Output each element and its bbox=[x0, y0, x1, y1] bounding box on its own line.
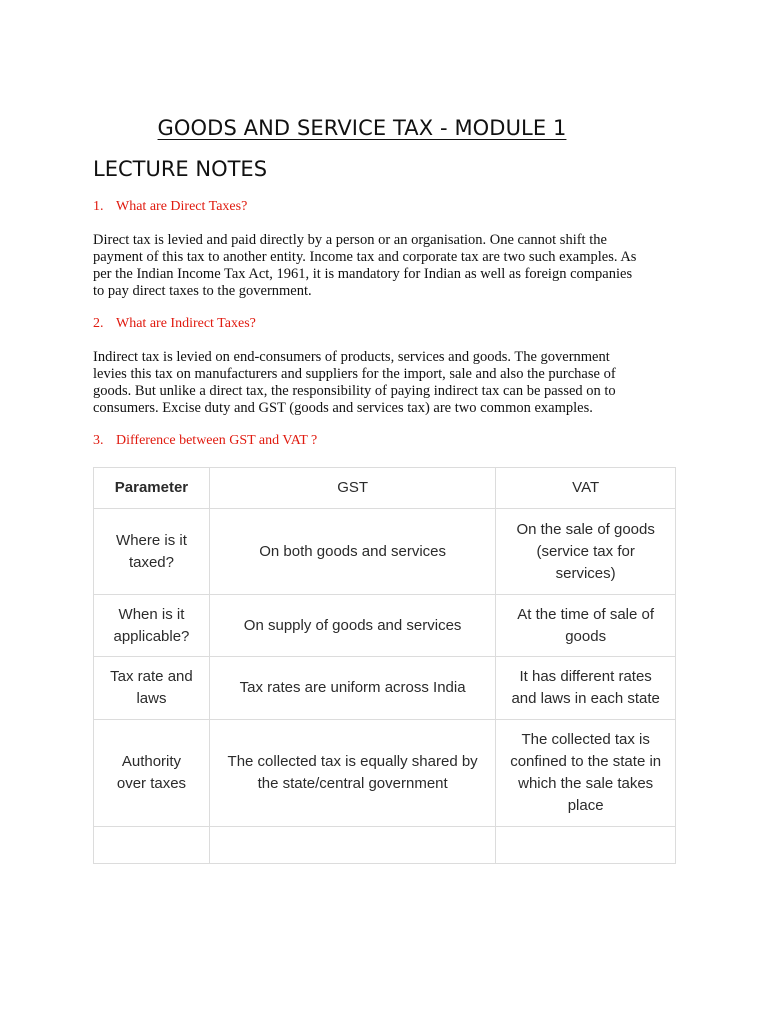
question-3-number: 3. bbox=[93, 433, 104, 448]
table-row-empty bbox=[94, 827, 676, 864]
question-1-number: 1. bbox=[93, 199, 104, 214]
table-row bbox=[94, 657, 676, 720]
table-row bbox=[94, 509, 676, 595]
cell-line: which the sale takes bbox=[518, 775, 654, 792]
cell-line: the state/central government bbox=[257, 775, 448, 792]
cell-parameter bbox=[94, 595, 210, 657]
header-gst: GST bbox=[209, 468, 495, 509]
table-header-row bbox=[94, 468, 676, 509]
answer-1-line: to pay direct taxes to the government. bbox=[93, 283, 312, 299]
question-2 bbox=[93, 316, 256, 332]
header-parameter: Parameter bbox=[94, 468, 210, 509]
table-row bbox=[94, 595, 676, 657]
cell-parameter bbox=[94, 657, 210, 720]
question-3 bbox=[93, 433, 317, 449]
cell-parameter bbox=[94, 509, 210, 595]
cell-line: On supply of goods and services bbox=[243, 616, 462, 634]
cell-line: applicable? bbox=[113, 627, 190, 645]
cell-line: goods bbox=[565, 627, 607, 645]
table-row bbox=[94, 720, 676, 827]
gst-vat-comparison-table bbox=[93, 467, 676, 864]
cell-empty bbox=[94, 827, 210, 864]
cell-line: At the time of sale of bbox=[517, 605, 655, 623]
answer-2-line: Indirect tax is levied on end-consumers of products, services and goods. The government bbox=[93, 349, 610, 365]
cell-line: Tax rates are uniform across India bbox=[239, 679, 466, 696]
answer-1-line: Direct tax is levied and paid directly by a person or an organisation. One cannot shift the bbox=[93, 232, 607, 248]
header-vat: VAT bbox=[496, 468, 676, 509]
answer-2-paragraph bbox=[93, 349, 678, 417]
cell-gst bbox=[209, 720, 495, 827]
question-1 bbox=[93, 199, 247, 215]
answer-2-line: goods. But unlike a direct tax, the responsibility of paying indirect tax can be passed on to bbox=[93, 383, 616, 399]
cell-line: When is it bbox=[118, 605, 185, 623]
cell-line: It has different rates bbox=[519, 668, 652, 685]
cell-parameter bbox=[94, 720, 210, 827]
document-title: GOODS AND SERVICE TAX - MODULE 1 bbox=[157, 116, 567, 140]
cell-empty bbox=[496, 827, 676, 864]
cell-line: Authority bbox=[121, 753, 182, 770]
cell-line: On both goods and services bbox=[259, 542, 447, 560]
cell-vat bbox=[496, 720, 676, 827]
answer-2-line: levies this tax on manufacturers and suppliers for the import, sale and also the purchase of bbox=[93, 366, 616, 382]
question-2-number: 2. bbox=[93, 316, 104, 331]
cell-line: On the sale of goods bbox=[516, 520, 655, 538]
question-2-text: What are Indirect Taxes? bbox=[116, 316, 256, 331]
cell-line: place bbox=[567, 797, 604, 814]
cell-gst bbox=[209, 657, 495, 720]
cell-line: Where is it bbox=[116, 531, 187, 549]
cell-line: confined to the state in bbox=[510, 753, 662, 770]
cell-gst bbox=[209, 595, 495, 657]
cell-vat bbox=[496, 509, 676, 595]
cell-vat bbox=[496, 595, 676, 657]
question-3-text: Difference between GST and VAT ? bbox=[116, 433, 318, 448]
cell-line: laws bbox=[136, 690, 167, 707]
document-subtitle: LECTURE NOTES bbox=[93, 157, 268, 181]
cell-gst bbox=[209, 509, 495, 595]
answer-1-line: payment of this tax to another entity. Income tax and corporate tax are two such examples. As bbox=[93, 249, 637, 265]
cell-line: and laws in each state bbox=[511, 690, 660, 707]
answer-1-line: per the Indian Income Tax Act, 1961, it is mandatory for Indian as well as foreign companies bbox=[93, 266, 633, 282]
cell-line: services) bbox=[555, 564, 616, 582]
cell-line: The collected tax is bbox=[521, 731, 650, 748]
answer-1-paragraph bbox=[93, 232, 678, 300]
cell-line: (service tax for bbox=[536, 542, 635, 560]
cell-empty bbox=[209, 827, 495, 864]
question-1-text: What are Direct Taxes? bbox=[116, 199, 248, 214]
cell-vat bbox=[496, 657, 676, 720]
cell-line: The collected tax is equally shared by bbox=[227, 753, 478, 770]
cell-line: taxed? bbox=[128, 553, 174, 571]
answer-2-line: consumers. Excise duty and GST (goods and services tax) are two common examples. bbox=[93, 400, 593, 416]
cell-line: over taxes bbox=[116, 775, 187, 792]
cell-line: Tax rate and bbox=[110, 668, 193, 685]
